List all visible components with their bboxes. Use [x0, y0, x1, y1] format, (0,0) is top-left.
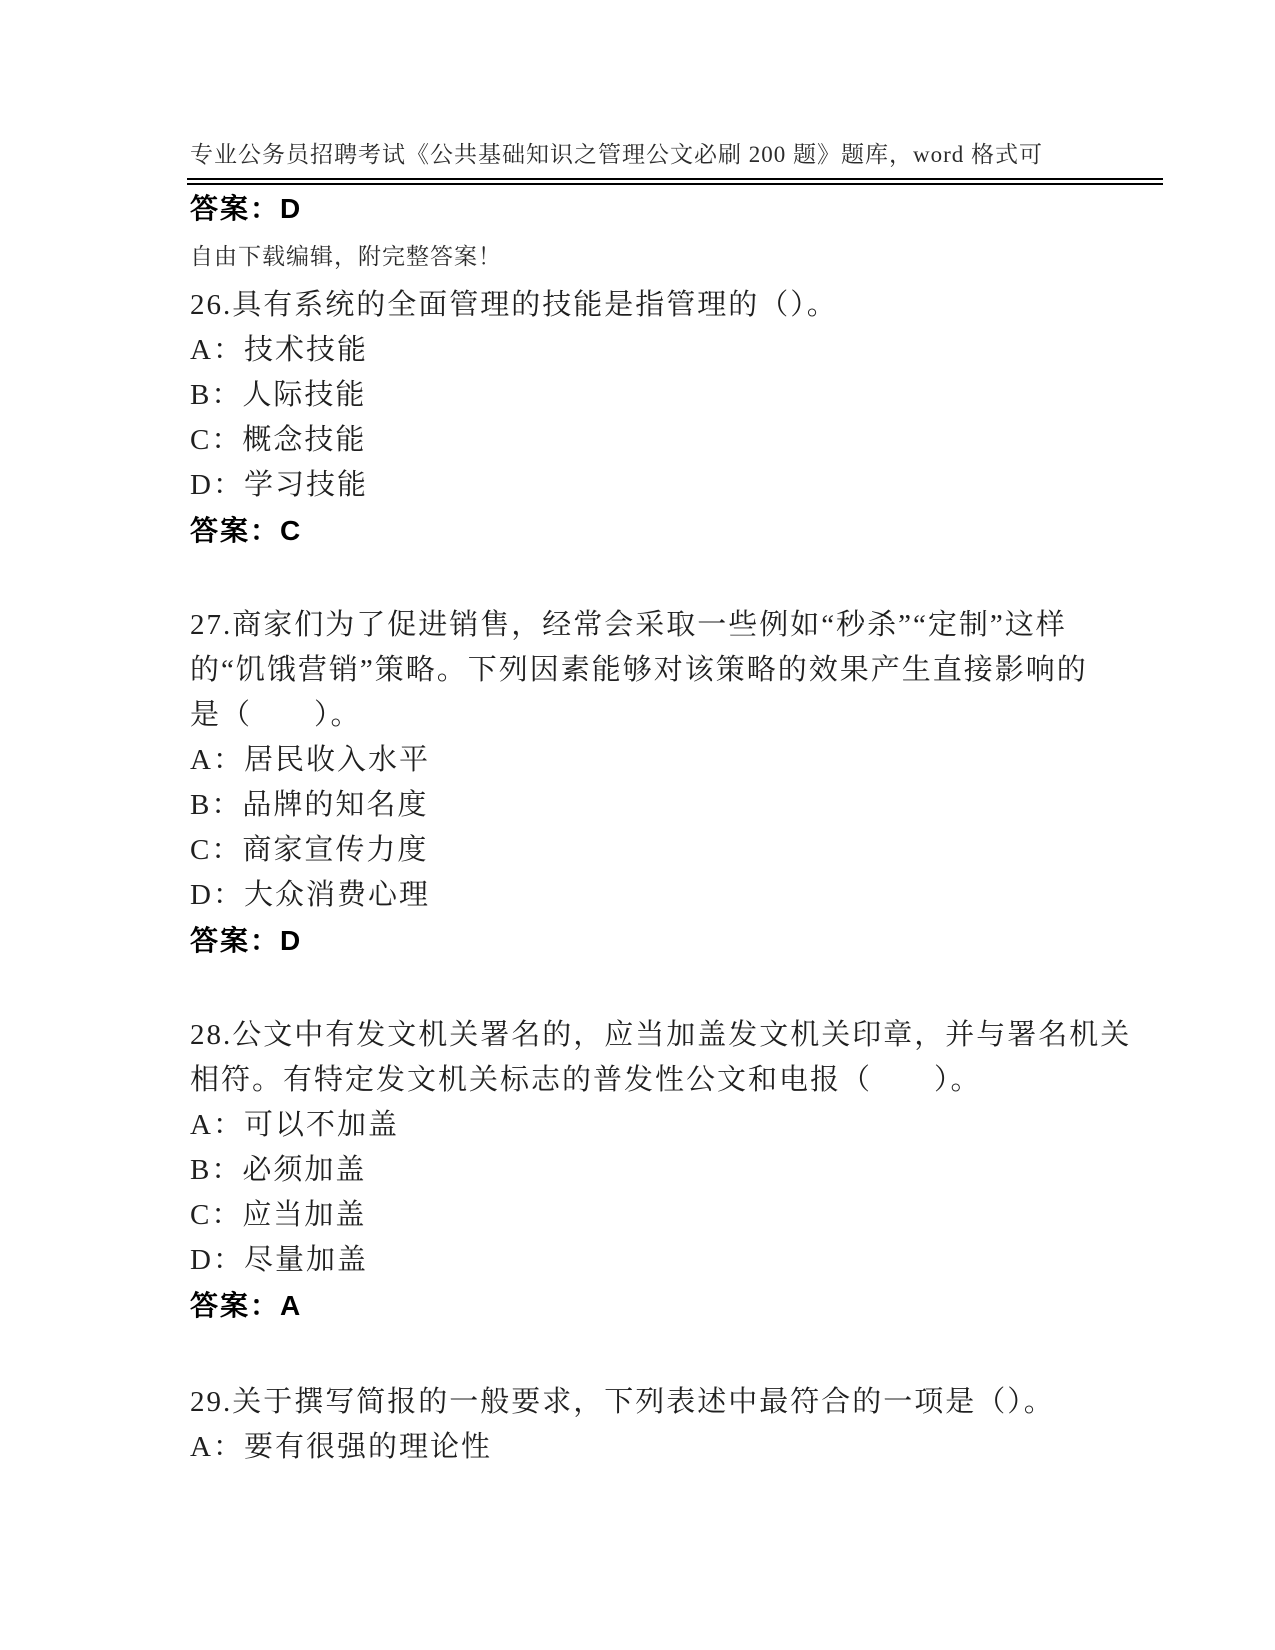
answer-line: 答案：C: [190, 515, 303, 546]
question-block: [190, 1013, 1150, 1328]
question-block: [190, 1380, 1150, 1470]
question-stem-line: 相符。有特定发文机关标志的普发性公文和电报（ ）。: [190, 1064, 982, 1096]
question-stem-line: 的“饥饿营销”策略。下列因素能够对该策略的效果产生直接影响的: [190, 654, 1088, 686]
question-stem-line: 26.具有系统的全面管理的技能是指管理的（）。: [190, 289, 838, 321]
answer-line: 答案：A: [190, 1290, 303, 1321]
header-line: 专业公务员招聘考试《公共基础知识之管理公文必刷 200 题》题库，word 格式可: [190, 142, 1044, 167]
question-option: D：学习技能: [190, 469, 368, 501]
question-block: [190, 283, 1150, 553]
question-option: B：品牌的知名度: [190, 789, 429, 821]
answer-line: 答案：D: [190, 925, 303, 956]
question-option: A：技术技能: [190, 334, 368, 366]
question-stem-line: 28.公文中有发文机关署名的，应当加盖发文机关印章，并与署名机关: [190, 1019, 1132, 1051]
header-line: 自由下载编辑，附完整答案！: [190, 244, 502, 269]
question-option: A：居民收入水平: [190, 744, 430, 776]
question-block: [190, 603, 1150, 963]
question-option: C：商家宣传力度: [190, 834, 429, 866]
question-option: D：大众消费心理: [190, 879, 430, 911]
question-stem-line: 是（ ）。: [190, 699, 362, 731]
question-option: C：应当加盖: [190, 1199, 367, 1231]
question-option: A：要有很强的理论性: [190, 1431, 492, 1463]
answer-line: 答案：D: [190, 193, 303, 224]
question-option: B：人际技能: [190, 379, 367, 411]
question-option: A：可以不加盖: [190, 1109, 399, 1141]
question-option: C：概念技能: [190, 424, 367, 456]
question-stem-line: 29.关于撰写简报的一般要求，下列表述中最符合的一项是（）。: [190, 1386, 1055, 1418]
question-stem-line: 27.商家们为了促进销售，经常会采取一些例如“秒杀”“定制”这样: [190, 609, 1067, 641]
question-option: B：必须加盖: [190, 1154, 367, 1186]
question-option: D：尽量加盖: [190, 1244, 368, 1276]
header-divider-line: [187, 178, 1163, 185]
